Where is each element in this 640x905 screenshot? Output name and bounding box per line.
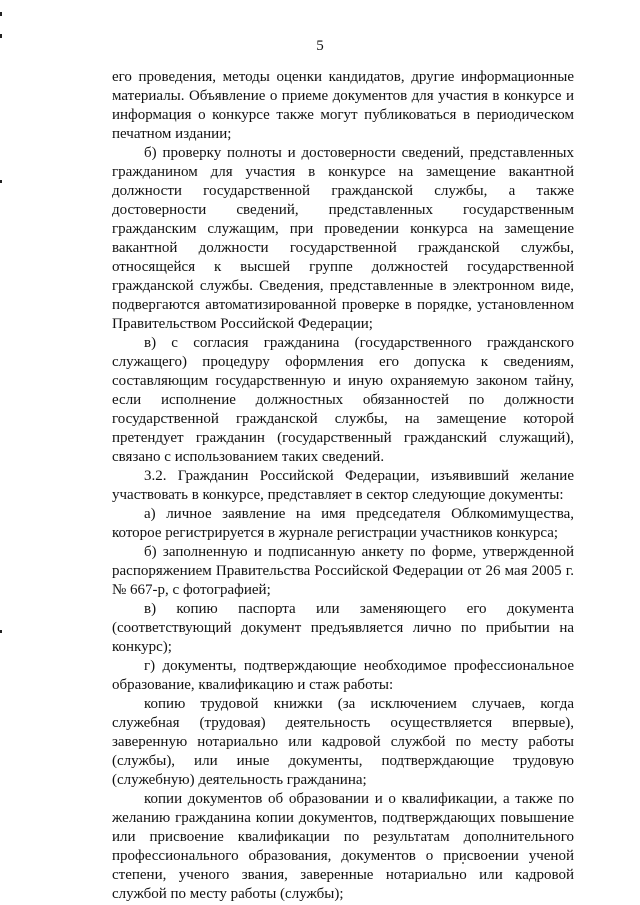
paragraph-8: копию трудовой книжки (за исключением случаев, когда служебная (трудовая) деятельность осуществляется впервые), заверенную нотариально или кадровой службой по месту работы (службы), или иные документы, подтверждающие трудовую (служебную) деятельность гражданина; (112, 696, 574, 788)
paragraph-1: б) проверку полноты и достоверности сведений, представленных гражданином для участия в конкурсе на замещение вакантной должности государственной гражданской службы, а также достоверности сведений, представленных государственным гражданским служащим, при проведении конкурса на замещение вакантной должности государственной гражданской службы, относящейся к высшей группе должностей государственной гражданской службы. Сведения, представленные в электронном виде, подвергаются автоматизированной проверке в порядке, установленном Правительством Российской Федерации; (112, 145, 574, 332)
paragraph-3: 3.2. Гражданин Российской Федерации, изъявивший желание участвовать в конкурсе, представляет в сектор следующие документы: (112, 468, 574, 503)
scan-margin-mark (0, 630, 2, 633)
paragraph-7: г) документы, подтверждающие необходимое профессиональное образование, квалификацию и стаж работы: (112, 658, 574, 693)
page-number: 5 (316, 38, 324, 54)
paragraph-5: б) заполненную и подписанную анкету по форме, утвержденной распоряжением Правительства Российской Федерации от 26 мая 2005 г. № 667-р, с фотографией; (112, 544, 574, 598)
paragraph-0: его проведения, методы оценки кандидатов, другие информационные материалы. Объявление о приеме документов для участия в конкурсе и информация о конкурсе также могут публиковаться в периодическом печатном издании; (112, 69, 574, 142)
paragraph-4: а) личное заявление на имя председателя Облкомимущества, которое регистрируется в журнале регистрации участников конкурса; (112, 506, 574, 541)
document-body (112, 68, 574, 904)
paragraph-6: в) копию паспорта или заменяющего его документа (соответствующий документ предъявляется лично по прибытии на конкурс); (112, 601, 574, 655)
paragraph-2: в) с согласия гражданина (государственного гражданского служащего) процедуру оформления его допуска к сведениям, составляющим государственную и иную охраняемую законом тайну, если исполнение должностных обязанностей по должности государственной гражданской службы, на замещение которой претендует гражданин (государственный гражданский служащий), связано с использованием таких сведений. (112, 335, 574, 465)
scan-margin-mark (0, 180, 2, 183)
paragraph-9: копии документов об образовании и о квалификации, а также по желанию гражданина копии документов, подтверждающих повышение или присвоение квалификации по результатам дополнительного профессионального образования, документов о присвоении ученой степени, ученого звания, заверенные нотариально или кадровой службой по месту работы (службы); (112, 791, 574, 902)
scan-margin-mark (0, 12, 2, 16)
